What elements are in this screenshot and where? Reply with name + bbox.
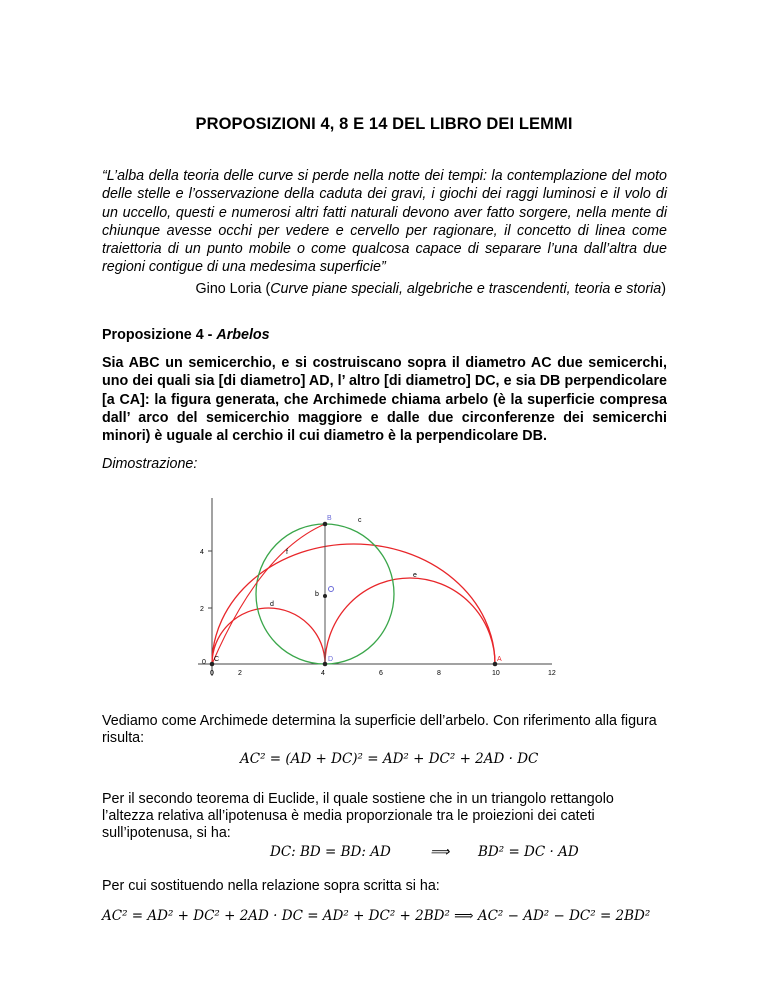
y-tick-4: 4 xyxy=(200,549,204,556)
label-b: b xyxy=(315,591,319,598)
label-D: D xyxy=(328,656,334,663)
y-tick-2: 2 xyxy=(200,606,204,613)
paragraph-euclid: Per il secondo teorema di Euclide, il quale sostiene che in un triangolo rettangolo l’altezza relativa all’ipotenusa è media proporzionale tra le proiezioni dei cateti sull’ipotenusa, si ha: xyxy=(102,791,614,841)
attribution-author: Gino Loria ( xyxy=(195,281,271,297)
quote-attribution xyxy=(0,281,666,297)
label-e: e xyxy=(413,572,417,579)
x-tick-6: 6 xyxy=(379,670,383,677)
arbelos-figure xyxy=(190,492,560,692)
attribution-close: ) xyxy=(661,281,666,297)
x-tick-10: 10 xyxy=(492,670,500,677)
equation-2-right: BD² = DC · AD xyxy=(478,844,579,860)
paragraph-substitution: Per cui sostituendo nella relazione sopra scritta si ha: xyxy=(102,878,440,894)
section-heading-prefix: Proposizione 4 - xyxy=(102,327,217,343)
section-heading xyxy=(102,327,270,343)
equation-3: AC² = AD² + DC² + 2AD · DC = AD² + DC² + 2BD² ⟹ AC² − AD² − DC² = 2BD² xyxy=(102,908,651,924)
x-tick-4: 4 xyxy=(321,670,325,677)
point-b-marker xyxy=(329,587,334,592)
label-A: A xyxy=(497,656,502,663)
x-tick-0: 0 xyxy=(210,670,214,677)
equation-1: AC² = (AD + DC)² = AD² + DC² + 2AD · DC xyxy=(240,751,539,767)
label-C: C xyxy=(214,656,220,663)
paragraph-arbelo-area: Vediamo come Archimede determina la superficie dell’arbelo. Con riferimento alla figura risulta: xyxy=(102,713,657,746)
epigraph-quote: “L’alba della teoria delle curve si perde nella notte dei tempi: la contemplazione del moto delle stelle e l’osservazione della caduta dei gravi, i giochi dei raggi luminosi e il volo di un uccello, questi e numerosi altri fatti naturali devono aver fatto sorgere, nella mente di chiunque avesse occhi per vedere e cervello per ragionare, il concetto di linea come traiettoria di un punto mobile o come qualcosa capace di separare l’una dall’altra due regioni contigue di una medesima superficie” xyxy=(102,168,667,276)
label-d: d xyxy=(270,601,274,608)
section-heading-italic: Arbelos xyxy=(216,327,270,343)
curve-f xyxy=(212,524,325,664)
page-title: PROPOSIZIONI 4, 8 E 14 DEL LIBRO DEI LEMMI xyxy=(195,115,573,133)
arc-d xyxy=(212,608,325,664)
arc-e xyxy=(325,578,495,664)
equation-2-arrow: ⟹ xyxy=(430,844,450,859)
x-tick-8: 8 xyxy=(437,670,441,677)
label-f: f xyxy=(286,549,288,556)
x-tick-12: 12 xyxy=(548,670,556,677)
proof-label: Dimostrazione: xyxy=(102,456,198,472)
y-tick-0: 0 xyxy=(202,659,206,666)
arc-c xyxy=(212,544,495,664)
point-b xyxy=(323,594,327,598)
equation-2-left: DC: BD = BD: AD xyxy=(270,844,391,860)
point-B xyxy=(323,522,328,527)
proposition-statement: Sia ABC un semicerchio, e si costruiscano sopra il diametro AC due semicerchi, uno dei quali sia [di diametro] AD, l’ altro [di diametro] DC, e sia DB perpendicolare [a CA]: la figura generata, che Archimede chiama arbelo (è la superficie compresa dall’ arco del semicerchio maggiore e dalle due circonferenze dei semicerchi minori) è uguale al cerchio il cui diametro è la perpendicolare DB. xyxy=(102,355,667,445)
label-B: B xyxy=(327,515,332,522)
label-c: c xyxy=(358,517,362,524)
x-tick-2: 2 xyxy=(238,670,242,677)
point-D xyxy=(323,662,328,667)
attribution-work: Curve piane speciali, algebriche e trascendenti, teoria e storia xyxy=(270,281,662,297)
